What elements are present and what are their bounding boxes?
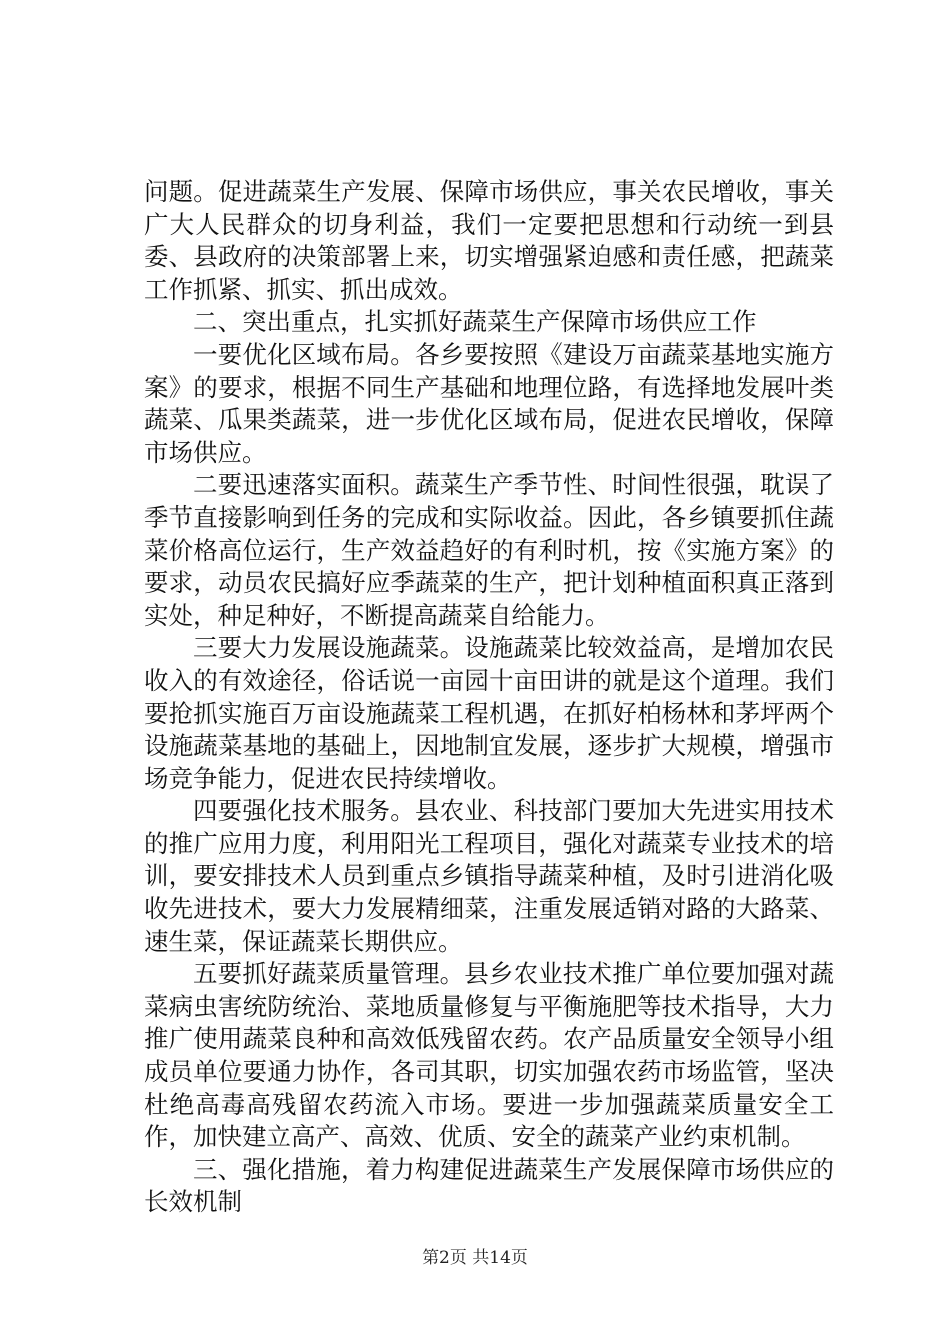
paragraph: 三要大力发展设施蔬菜。设施蔬菜比较效益高，是增加农民收入的有效途径，俗话说一亩园十亩田讲的就是这个道理。我们要抢抓实施百万亩设施蔬菜工程机遇，在抓好柏杨林和茅坪两个设施蔬菜基地的基础上，因地制宜发展，逐步扩大规模，增强市场竞争能力，促进农民持续增收。 — [144, 633, 834, 793]
paragraph: 问题。促进蔬菜生产发展、保障市场供应，事关农民增收，事关广大人民群众的切身利益，我们一定要把思想和行动统一到县委、县政府的决策部署上来，切实增强紧迫感和责任感，把蔬菜工作抓紧、抓实、抓出成效。 — [144, 177, 834, 304]
paragraph: 二要迅速落实面积。蔬菜生产季节性、时间性很强，耽误了季节直接影响到任务的完成和实际收益。因此，各乡镇要抓住蔬菜价格高位运行，生产效益趋好的有利时机，按《实施方案》的要求，动员农民搞好应季蔬菜的生产，把计划种植面积真正落到实处，种足种好，不断提高蔬菜自给能力。 — [144, 470, 834, 630]
paragraph: 四要强化技术服务。县农业、科技部门要加大先进实用技术的推广应用力度，利用阳光工程项目，强化对蔬菜专业技术的培训，要安排技术人员到重点乡镇指导蔬菜种植，及时引进消化吸收先进技术，要大力发展精细菜，注重发展适销对路的大路菜、速生菜，保证蔬菜长期供应。 — [144, 796, 834, 956]
paragraph: 五要抓好蔬菜质量管理。县乡农业技术推广单位要加强对蔬菜病虫害统防统治、菜地质量修复与平衡施肥等技术指导，大力推广使用蔬菜良种和高效低残留农药。农产品质量安全领导小组成员单位要通力协作，各司其职，切实加强农药市场监管，坚决杜绝高毒高残留农药流入市场。要进一步加强蔬菜质量安全工作，加快建立高产、高效、优质、安全的蔬菜产业约束机制。 — [144, 959, 834, 1152]
paragraph: 一要优化区域布局。各乡要按照《建设万亩蔬菜基地实施方案》的要求，根据不同生产基础和地理位路，有选择地发展叶类蔬菜、瓜果类蔬菜，进一步优化区域布局，促进农民增收，保障市场供应。 — [144, 339, 834, 467]
section-heading: 三、强化措施，着力构建促进蔬菜生产发展保障市场供应的长效机制 — [144, 1154, 834, 1217]
section-heading: 二、突出重点，扎实抓好蔬菜生产保障市场供应工作 — [193, 307, 757, 337]
document-body — [144, 176, 834, 1219]
page-footer: 第2页 共14页 — [422, 1248, 528, 1268]
